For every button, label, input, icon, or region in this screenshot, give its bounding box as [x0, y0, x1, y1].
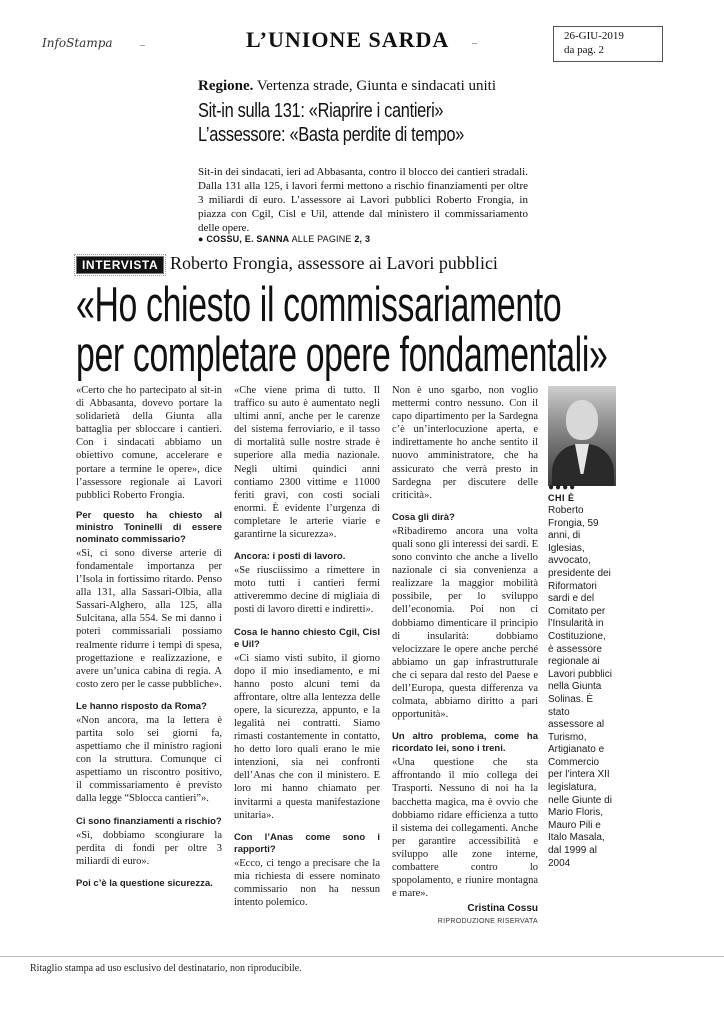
teaser-headline-2: L’assessore: «Basta perdite di tempo» — [198, 124, 464, 146]
page-reference: da pag. 2 — [564, 44, 605, 56]
question: Per questo ha chiesto al ministro Toninelli di essere nominato commissario? — [76, 509, 222, 545]
answer: «Ribadiremo ancora una volta quali sono gli interessi dei sardi. E sono convinto che anche a livello nazionale ci sia convenienza a realizzare la maggior mobilità possibile, per lo sviluppo dell’economia. Poi non ci dobbiamo dimenticare il principio di insularità: dobbiamo velocizzare le opere anche perché abbiamo un gap infrastrutturale che ci separa dal resto del Paese e dell’Europa, questa differenza va colmata, abbiamo diritto a pari opportunità». — [392, 525, 538, 721]
question: Con l’Anas come sono i rapporti? — [234, 831, 380, 855]
interview-badge: INTERVISTA — [76, 256, 164, 274]
question: Un altro problema, come ha ricordato lei, sono i treni. — [392, 731, 538, 755]
infostampa-logo — [42, 36, 113, 50]
main-headline-2: per completare opere fondamentali» — [76, 328, 608, 382]
footer-divider — [0, 956, 724, 957]
answer: «Ecco, ci tengo a precisare che la mia richiesta di essere nominato commissario non ha nessun intento polemico. — [234, 857, 380, 908]
answer: «Sì, dobbiamo scongiurare la perdita di fondi per oltre 3 miliardi di euro». — [76, 829, 222, 867]
portrait-photo — [548, 386, 616, 486]
teaser-body: Sit-in dei sindacati, ieri ad Abbasanta, contro il blocco dei cantieri stradali. Dalla 131 alla 125, i lavori fermi mettono a rischio finanziamenti per oltre 3 miliardi di euro. L’assessore ai Lavori pubblici Roberto Frongia, in piazza con Cgil, Cisl e Uil, attende dal ministero il commissariamento delle opere. — [198, 166, 528, 234]
newspaper-title: L’UNIONE SARDA — [246, 27, 450, 52]
bullet-icon: ● — [198, 234, 204, 244]
footer-note: Ritaglio stampa ad uso esclusivo del destinatario, non riproducibile. — [30, 963, 302, 974]
header-divider: – — [140, 40, 145, 51]
teaser-authors: COSSU, E. SANNA — [206, 234, 290, 244]
interview-intro: Roberto Frongia, assessore ai Lavori pubblici — [170, 253, 498, 273]
teaser-pages: 2, 3 — [354, 234, 371, 244]
kicker-region: Regione. — [198, 78, 254, 94]
answer: «Una questione che sta affrontando il mio collega dei Trasporti. Nessuno di noi ha la bacchetta magica, ma è ovvio che dobbiamo ridare efficienza a tutto il sistema dei collegamenti. Anche per garantire accessibilità e sviluppo alle zone interne, combattere contro lo spopolamento, e riunire montagna e mare». — [392, 757, 538, 900]
question: Ci sono finanziamenti a rischio? — [76, 815, 222, 827]
question: Poi c’è la questione sicurezza. — [76, 877, 213, 889]
answer: «Ci siamo visti subito, il giorno dopo il mio insediamento, e mi hanno posto alcuni temi da affrontare, oltre alla lentezza delle opere, la sicurezza, appunto, e la legalità nei contratti. Siamo rimasti costantemente in contatto, ho detto loro quali erano le mie intenzioni, sia nei confronti dell’Anas che con il ministero. E loro mi hanno chiamato per invitarmi a questa manifestazione unitaria». — [234, 652, 380, 821]
portrait-head — [566, 400, 598, 440]
question: Cosa le hanno chiesto Cgil, Cisl e Uil? — [234, 626, 380, 650]
answer: «Se riusciissimo a rimettere in moto tutti i cantieri fermi attiveremmo decine di migliaia di posti di lavoro diretti e indiretti». — [234, 565, 380, 616]
date-box — [553, 26, 663, 62]
answer: «Non ancora, ma la lettera è partita solo sei giorni fa, aspettiamo che il ministro ragioni con la struttura. Comunque ci aspettiamo un riscontro positivo, il commissariamento è previsto dalla legge “Sblocca cantieri”». — [76, 714, 222, 805]
question: Cosa gli dirà? — [392, 511, 455, 523]
answer: «Sì, ci sono diverse arterie di fondamentale importanza per l’Isola in fortissimo ritardo. Penso alla 131, alla Sassari-Olbia, alla Sassari-Alghero, alla 125, alla Sulcitana, alla 554. Se mi danno i poteri commissariali possiamo realmente ridurre i tempi di spesa, progettazione e realizzazione, e avere un’unica cabina di regia. A costo zero per le casse pubbliche». — [76, 547, 222, 690]
article-column-1 — [76, 384, 222, 891]
article-lead: «Certo che ho partecipato al sit-in di Abbasanta, dovevo portare la solidarietà della Giunta alla battaglia per sbloccare i cantieri. Con i sindacati abbiamo un obiettivo comune, accelerare e portare a termine le opere», dice l’assessore regionale ai Lavori pubblici Roberto Frongia. — [76, 385, 222, 501]
header-divider-right: – — [472, 38, 477, 49]
kicker-text: Vertenza strade, Giunta e sindacati uniti — [256, 78, 496, 94]
rights-notice: RIPRODUZIONE RISERVATA — [437, 918, 538, 926]
sidebar-bio: Roberto Frongia, 59 anni, di Iglesias, avvocato, presidente dei Riformatori sardi e del Comitato per l’Insularità in Costituzione, è assessore regionale ai Lavori pubblici nella Giunta Solinas. È stato assessore al Turismo, Artigianato e Commercio per l’intera XII legislatura, nelle Giunte di Mario Floris, Mauro Pili e Italo Masala, dal 1999 al 2004 — [548, 505, 612, 869]
article-column-2 — [234, 384, 380, 919]
teaser-pages-label: ALLE PAGINE — [291, 234, 352, 244]
sidebar-label: CHI È — [548, 493, 575, 503]
teaser-references — [198, 234, 370, 244]
sidebar-dots-icon: ●●●● — [548, 482, 577, 493]
question: Ancora: i posti di lavoro. — [234, 551, 346, 563]
publication-date: 26-GIU-2019 — [564, 30, 624, 42]
main-headline-1: «Ho chiesto il commissariamento — [76, 278, 562, 332]
question: Le hanno risposto da Roma? — [76, 700, 207, 712]
article-column-3 — [392, 384, 538, 928]
teaser-kicker — [198, 78, 496, 95]
author-signature: Cristina Cossu — [467, 903, 538, 915]
answer: «Che viene prima di tutto. Il traffico su auto è aumentato negli ultimi anni, anche per le carenze del sistema ferroviario, e il tasso di mortalità sulle nostre strade è superiore alla media nazionale. Negli ultimi quindici anni contiamo 2300 vittime e 11000 feriti gravi, con costi sociali enormi. È evidente l’urgenza di completare le arterie viarie e garantirne la sicurezza». — [234, 385, 380, 541]
logo-text: InfoStampa — [42, 36, 113, 50]
teaser-headline-1: Sit-in sulla 131: «Riaprire i cantieri» — [198, 100, 444, 122]
answer: Non è uno sgarbo, non voglio mettermi contro nessuno. Con il capo dipartimento per la Sardegna c’è un’interlocuzione aperta, e indirettamente ho anche sentito il nuovo amministratore, che ha assicurato che verrà presto in Sardegna per discutere delle criticità». — [392, 385, 538, 501]
